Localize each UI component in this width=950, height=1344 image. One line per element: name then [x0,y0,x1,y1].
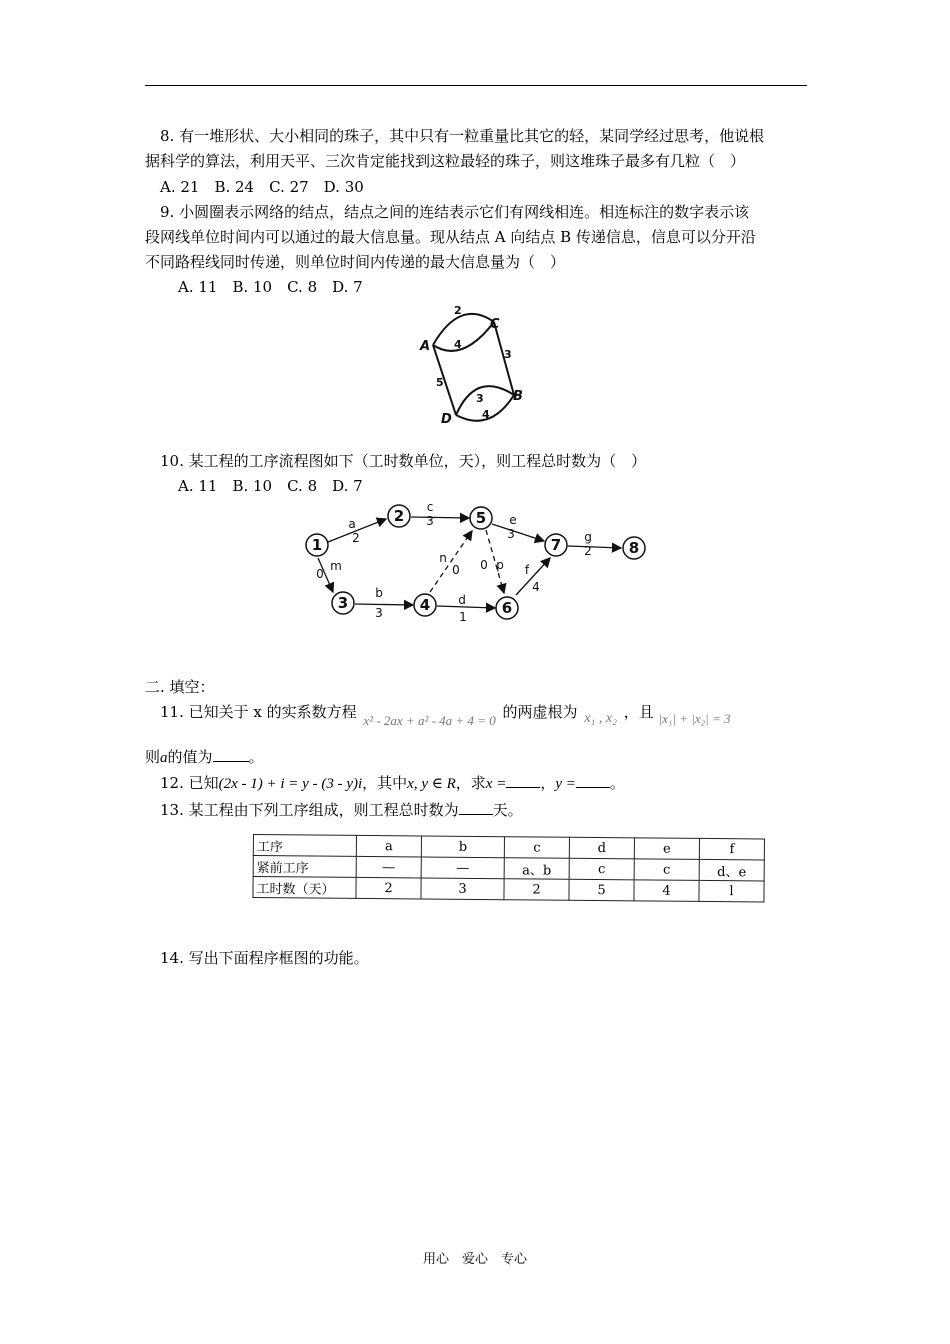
q12-prefix: 12. 已知 [160,774,219,792]
table-cell: 3 [421,878,504,900]
q8-line2: 据科学的算法，利用天平、三次肯定能找到这粒最轻的珠子，则这堆珠子最多有几粒（ ） [145,152,746,170]
q11-line2 [145,747,264,768]
node-4: 4 [419,596,431,614]
edge-name-g: g [584,530,592,544]
q11-comma: ，且 [623,703,654,721]
q12-sep: ， [540,774,556,792]
edge-e [492,524,544,541]
edge-d [437,606,495,608]
q12-middle: ，其中 [362,774,408,792]
q12-end: 。 [609,774,625,792]
node-c: C [490,317,500,332]
table-cell: 工序 [253,835,356,857]
q11-condition: |x₁| + |x₂| = 3 [658,711,731,726]
page-footer: 用心 爱心 专心 [422,1252,527,1267]
q11-line2-suffix: 的值为 [167,748,213,766]
edge-label: 4 [482,408,490,421]
node-1: 1 [311,536,323,554]
table-cell: f [699,838,764,860]
edge-label: 3 [504,348,512,361]
edge-g [568,546,621,548]
q8-options: A. 21 B. 24 C. 27 D. 30 [160,178,364,196]
table-cell: 2 [504,879,569,901]
q12-domain: x, y ∈ R [407,776,456,792]
q11-line2-end: 。 [248,748,264,766]
table-row [253,877,764,902]
node-5: 5 [475,509,487,527]
edge-name-d: d [458,593,466,607]
q9-options: A. 11 B. 10 C. 8 D. 7 [178,278,363,296]
edge-name-a: a [348,517,356,531]
node-a: A [420,339,431,354]
node-8: 8 [628,539,640,557]
edge-name-n: n [439,551,447,565]
edge-value-f: 4 [532,580,540,594]
process-table [252,834,765,902]
table-cell: c [504,837,569,859]
q10-line1: 10. 某工程的工序流程图如下（工时数单位，天），则工程总时数为（ ） [160,452,647,470]
edge-label: 3 [476,392,484,405]
edge-value-e: 3 [507,527,515,541]
section-title: 二. 填空： [145,678,215,696]
q11-middle: 的两虚根为 [502,703,578,721]
process-flow-figure [300,496,690,636]
edge-name-p: p [496,558,504,572]
node-2: 2 [393,507,405,525]
q11-prefix: 11. 已知关于 x 的实系数方程 [160,703,357,721]
table-cell: l [699,880,764,902]
edge-name-e: e [509,513,517,527]
table-cell: 5 [569,879,634,901]
edge-value-g: 2 [584,544,592,558]
q9-line2: 段网线单位时间内可以通过的最大信息量。现从结点 A 向结点 B 传递信息，信息可以分开沿 [145,228,756,246]
q13-answer-blank[interactable] [459,800,493,815]
node-d: D [441,412,452,427]
edge-name-m: m [330,559,342,573]
q12-ask: ，求 [455,774,486,792]
table-cell: a [356,835,421,857]
table-cell: 4 [634,880,699,902]
q9-line1: 9. 小圆圈表示网络的结点，结点之间的连结表示它们有网线相连。相连标注的数字表示该 [160,203,750,221]
table-cell: — [421,857,504,879]
q14-line: 14. 写出下面程序框图的功能。 [160,949,369,967]
edge-name-b: b [375,586,383,600]
edge-label: 5 [436,376,444,389]
q12-y-label: y = [555,776,576,792]
edge-b [355,604,413,605]
q10-options: A. 11 B. 10 C. 8 D. 7 [178,477,363,495]
edge-name-c: c [426,500,434,514]
q11-line1 [160,702,731,728]
edge-n [430,531,472,592]
q12-equation: (2x - 1) + i = y - (3 - y)i [218,776,363,792]
node-3: 3 [337,594,349,612]
q12-x-label: x = [485,776,507,792]
node-6: 6 [501,599,513,617]
table-cell: d、e [699,859,764,881]
q11-roots: x₁ , x₂ [584,711,617,726]
edge-value-a: 2 [352,531,360,545]
edge-label: 4 [454,338,462,351]
node-7: 7 [550,536,562,554]
table-cell: 工时数（天） [253,877,356,899]
network-figure [410,298,545,430]
edge-c [411,517,469,518]
q11-equation: x² - 2ax + a² - 4a + 4 = 0 [363,713,496,728]
q12-x-blank[interactable] [506,773,540,788]
table-cell: d [569,837,634,859]
q11-line2-prefix: 则 [145,748,161,766]
q12-y-blank[interactable] [576,773,610,788]
q13-unit: 天。 [492,801,523,819]
table-cell: — [356,856,421,878]
edge-value-c: 3 [426,514,434,528]
node-b: B [513,389,523,404]
edge-value-p: 0 [480,558,488,572]
table-cell: c [634,859,699,881]
edge-value-d: 1 [459,610,467,624]
table-cell: 紧前工序 [253,856,356,878]
q13-text: 13. 某工程由下列工序组成，则工程总时数为 [160,801,459,819]
edge-label: 2 [454,304,462,317]
q8-line1: 8. 有一堆形状、大小相同的珠子，其中只有一粒重量比其它的轻，某同学经过思考，他说根 [160,127,765,145]
edge-value-b: 3 [375,606,383,620]
edge-value-n: 0 [452,563,460,577]
q11-var-a: a [160,750,168,766]
edge-a-c-lower [433,322,494,351]
table-cell: a、b [504,858,569,880]
edge-a-c-upper [433,314,494,345]
edge-name-f: f [524,563,530,577]
table-cell: c [569,858,634,880]
q11-answer-blank[interactable] [213,747,249,762]
table-cell: 2 [356,877,421,899]
q12-line [160,773,625,794]
table-cell: b [421,836,504,858]
q9-line3: 不同路程线同时传递，则单位时间内传递的最大信息量为（ ） [145,253,566,271]
table-cell: e [634,838,699,860]
q13-line [160,800,523,820]
edge-value-m: 0 [316,567,324,581]
header-rule [145,85,807,86]
